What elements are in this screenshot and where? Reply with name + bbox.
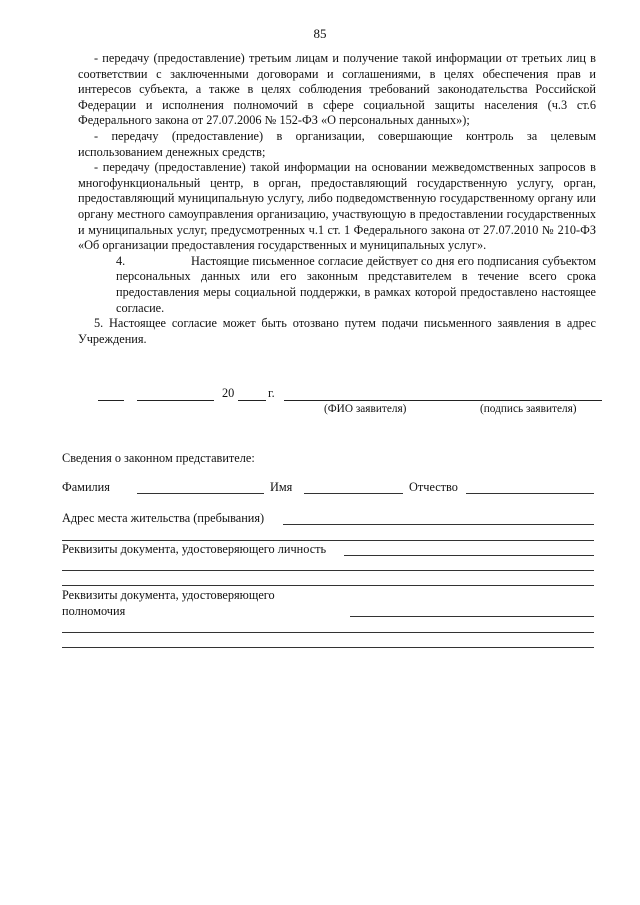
fio-caption: (ФИО заявителя): [324, 403, 407, 415]
item-4-text: Настоящие письменное согласие действует со дня его подписания субъектом персональных данных или его законным представителем в течение всего срока предоставления меры социальной поддержки, в рамках которой предоставлено настоящее согласие.: [116, 253, 596, 315]
representative-heading: Сведения о законном представителе:: [62, 451, 255, 465]
consent-text: [78, 51, 596, 347]
surname-field[interactable]: [137, 493, 264, 494]
paragraph-item-4: [78, 254, 596, 316]
item-4-number: 4.: [116, 253, 126, 268]
page-number: 85: [313, 26, 327, 41]
year-prefix: 20: [222, 386, 235, 400]
name-field[interactable]: [304, 493, 403, 494]
surname-label: Фамилия: [62, 480, 110, 494]
fio-signature-blank[interactable]: [284, 400, 602, 401]
id-document-label: Реквизиты документа, удостоверяющего личность: [62, 542, 327, 556]
patronymic-label: Отчество: [409, 480, 458, 494]
address-field[interactable]: [283, 524, 594, 525]
id-document-field[interactable]: [344, 555, 594, 556]
signature-caption: (подпись заявителя): [480, 403, 577, 415]
day-blank[interactable]: [98, 400, 124, 401]
authority-document-label-line-2: полномочия: [62, 604, 126, 618]
authority-document-field-line-3[interactable]: [62, 647, 594, 648]
id-document-field-line-3[interactable]: [62, 585, 594, 586]
id-document-field-line-2[interactable]: [62, 570, 594, 571]
address-field-line-2[interactable]: [62, 540, 594, 541]
paragraph-interagency-requests: - передачу (предоставление) такой информации на основании межведомственных запросов в многофункциональный центр, в орган, предоставляющий государственную услугу, орган, предоставляющий муниципальную услугу, либо подведомственную государственному органу или органу местного самоуправления организацию, участвующую в предоставлении государственных и муниципальных услуг, предусмотренных ч.1 ст. 1 Федерального закона от 27.07.2010 № 210-ФЗ «Об организации предоставления государственных и муниципальных услуг».: [78, 160, 596, 253]
authority-document-label-line-1: Реквизиты документа, удостоверяющего: [62, 588, 275, 602]
authority-document-field-line-2[interactable]: [62, 632, 594, 633]
patronymic-field[interactable]: [466, 493, 594, 494]
paragraph-item-5: 5. Настоящее согласие может быть отозвано путем подачи письменного заявления в адрес Учреждения.: [78, 316, 596, 346]
address-label: Адрес места жительства (пребывания): [62, 511, 265, 525]
year-suffix: г.: [268, 386, 275, 400]
name-label: Имя: [270, 480, 293, 494]
month-blank[interactable]: [137, 400, 214, 401]
year-blank[interactable]: [238, 400, 266, 401]
authority-document-field[interactable]: [350, 616, 594, 617]
paragraph-third-party-transfer: - передачу (предоставление) третьим лицам и получение такой информации от третьих лиц в соответствии с заключенными договорами и соглашениями, в целях обеспечения прав и интересов субъекта, а также в целях соблюдения требований законодательства Российской Федерации и исполнения полномочий в сфере социальной защиты населения (ч.3 ст.6 Федерального закона от 27.07.2006 № 152-ФЗ «О персональных данных»);: [78, 51, 596, 128]
paragraph-control-organizations: - передачу (предоставление) в организации, совершающие контроль за целевым использованием денежных средств;: [78, 128, 596, 159]
